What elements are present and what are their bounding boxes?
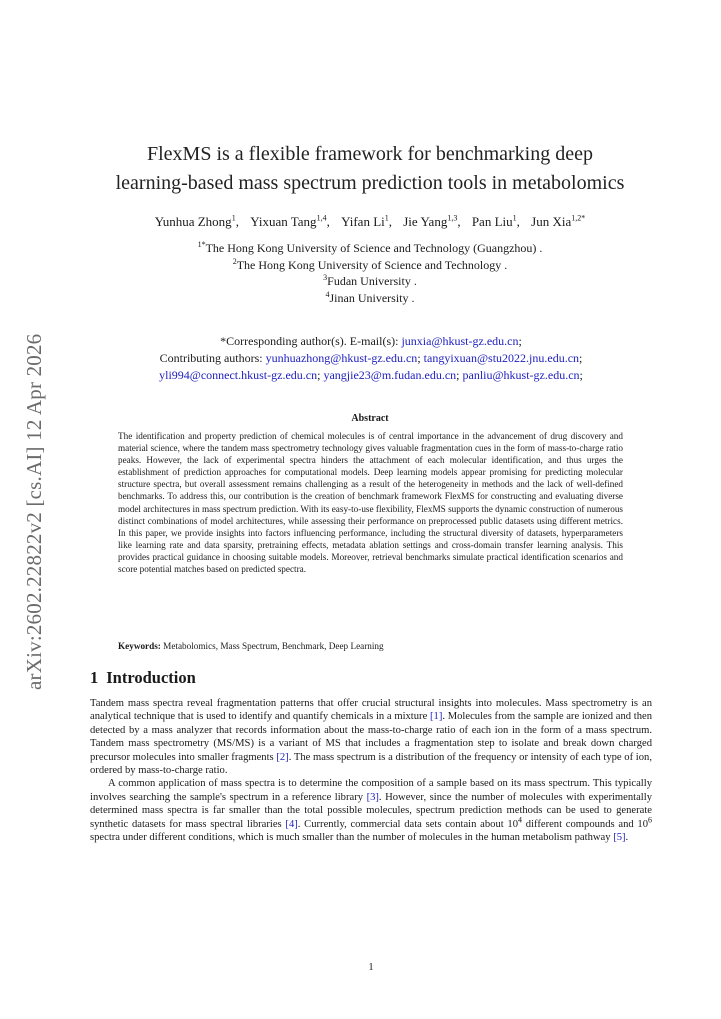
- paper-title: [90, 140, 650, 198]
- paragraph: [90, 777, 652, 844]
- text-run: . Molecules from the sample are ionized and then detected by a mass analyzer that records information about the mass-to-charge ratio of each ion in the form of a mass spectrum. Tandem mass spectrometry (MS/MS) is a variant of MS that includes a fragmentation step to isolate and break down charged precursor molecules into smaller fragments: [90, 711, 653, 763]
- author: Pan Liu$^1$,: [471, 213, 520, 229]
- author: Yifan Li$^1$,: [341, 213, 392, 229]
- email-link[interactable]: panliu@hkust-gz.edu.cn: [462, 368, 580, 382]
- affiliation: [90, 273, 650, 290]
- exponent: 4: [518, 815, 523, 825]
- corresponding-line: *Corresponding author(s). E-mail(s): junxia@hkust-gz.edu.cn;: [220, 334, 522, 348]
- text-run: .: [625, 832, 629, 844]
- keywords-label: Keywords:: [118, 641, 161, 651]
- affiliation-sup: 3: [323, 273, 328, 282]
- citation-link[interactable]: [5]: [613, 832, 626, 844]
- section-number: 1: [90, 668, 99, 687]
- author: Yixuan Tang$^{1,4}$,: [250, 213, 330, 229]
- citation-link[interactable]: [4]: [285, 818, 298, 830]
- author-name: Yifan Li: [341, 214, 385, 229]
- affiliation: [90, 240, 650, 257]
- email-link[interactable]: yangjie23@m.fudan.edu.cn: [323, 368, 457, 382]
- author-affil-sup: 1: [384, 213, 389, 223]
- author-name: Jun Xia: [531, 214, 572, 229]
- section-title: Introduction: [106, 668, 196, 687]
- contact-block: [90, 333, 652, 384]
- email-link[interactable]: yunhuazhong@hkust-gz.edu.cn: [265, 351, 418, 365]
- affiliation-text: Jinan University .: [329, 290, 415, 305]
- text-run: . The mass spectrum is a distribution of the frequency or intensity of each type of ion, ordered by mass-to-charge ratio.: [90, 751, 652, 777]
- contributing-line: Contributing authors: yunhuazhong@hkust-gz.edu.cn; tangyixuan@stu2022.jnu.edu.cn;: [159, 351, 583, 365]
- email-link[interactable]: tangyixuan@stu2022.jnu.edu.cn: [423, 351, 580, 365]
- introduction-body: [90, 697, 652, 844]
- page-number: 1: [368, 962, 374, 973]
- text-run: A common application of mass spectra is to determine the composition of a sample based on its mass spectrum. This typically involves searching the sample's spectrum in a reference library: [90, 778, 652, 803]
- email-link[interactable]: yli994@connect.hkust-gz.edu.cn: [159, 368, 318, 382]
- section-heading: [90, 668, 196, 688]
- author-name: Yixuan Tang: [250, 214, 317, 229]
- corresponding-email-link[interactable]: junxia@hkust-gz.edu.cn: [401, 334, 519, 348]
- affiliation-text: The Hong Kong University of Science and Technology (Guangzhou) .: [205, 241, 543, 255]
- affiliation: [90, 290, 650, 307]
- paragraph: [90, 697, 652, 777]
- title-line-2: learning-based mass spectrum prediction tools in metabolomics: [115, 172, 625, 194]
- author-list: [90, 214, 650, 230]
- arxiv-stamp: arXiv:2602.22822v2 [cs.AI] 12 Apr 2026: [22, 333, 46, 690]
- affiliation-list: [90, 240, 650, 306]
- author-affil-sup: 1,4: [316, 213, 327, 223]
- author-name: Pan Liu: [471, 214, 513, 229]
- author-affil-sup: 1,3: [447, 213, 458, 223]
- author: [531, 214, 585, 229]
- text-run: . However, since the number of molecules with experimentally determined mass spectra is far smaller than the total possible molecules, spectrum prediction methods can be used to generate synthetic datasets for mass spectral libraries: [90, 791, 652, 830]
- affiliation-text: The Hong Kong University of Science and Technology .: [236, 257, 508, 272]
- abstract-heading: Abstract: [351, 413, 389, 424]
- affiliation-sup: 2: [232, 256, 237, 266]
- citation-link[interactable]: [3]: [366, 791, 379, 803]
- text-run: Tandem mass spectra reveal fragmentation patterns that offer crucial structural insights into molecules. Mass spectrometry is an analytical technique that is used to identify and quantify chemicals in a mixture: [90, 698, 652, 723]
- citation-link[interactable]: [2]: [276, 751, 289, 763]
- author-affil-sup: 1: [231, 213, 236, 223]
- affiliation: [90, 257, 650, 274]
- abstract-text: The identification and property prediction of chemical molecules is of central importance in the advancement of drug discovery and material science, where the tandem mass spectrometry technology gives valuable fragmentation cues in the form of mass-to-charge ratio peaks. However, the lack of experimental spectra hinders the attachment of each molecular identification, and thus urges the establishment of prediction approaches for computational models. Deep learning models appear promising for predicting molecular structure spectra, but overall assessment remains challenging as a result of the heterogeneity in methods and the lack of well-defined benchmarks. To address this, our contribution is the creation of benchmark framework FlexMS for constructing and evaluating diverse model architectures in mass spectrum prediction. With its easy-to-use flexibility, FlexMS supports the dynamic construction of numerous distinct combinations of model architectures, while assessing their performance on preprocessed public datasets using different metrics. In this paper, we provide insights into factors influencing performance, including the structural diversity of datasets, hyperparameters like learning rate and data sparsity, pretraining effects, metadata ablation settings and cross-domain transfer learning analysis. This provides practical guidance in choosing suitable models. Moreover, retrieval benchmarks simulate practical identification scenarios and score potential matches based on predicted spectra.: [118, 431, 623, 575]
- corresponding-label: *Corresponding author(s). E-mail(s):: [220, 334, 402, 348]
- title-line-1: FlexMS is a flexible framework for benchmarking deep: [147, 143, 593, 165]
- contributing-label: Contributing authors:: [159, 351, 266, 365]
- author: Yunhua Zhong$^1$,: [154, 213, 239, 229]
- exponent: 6: [648, 815, 653, 825]
- affiliation-sup: 4: [325, 289, 330, 299]
- author-name: Yunhua Zhong: [154, 214, 232, 229]
- citation-link[interactable]: [1]: [430, 711, 443, 723]
- keywords-text: Metabolomics, Mass Spectrum, Benchmark, Deep Learning: [163, 641, 384, 651]
- contributing-line-2: yli994@connect.hkust-gz.edu.cn; yangjie23@m.fudan.edu.cn; panliu@hkust-gz.edu.cn;: [159, 368, 583, 382]
- keywords: [118, 641, 623, 651]
- affiliation-text: Fudan University .: [327, 274, 417, 288]
- author-affil-sup: 1: [512, 213, 517, 223]
- author-affil-sup: 1,2*: [571, 213, 586, 223]
- text-run: . Currently, commercial data sets contain about 10: [297, 818, 519, 830]
- text-run: different compounds and 10: [522, 818, 649, 830]
- author: Jie Yang$^{1,3}$,: [403, 213, 461, 229]
- text-run: spectra under different conditions, which is much smaller than the number of molecules in the human metabolism pathway: [90, 832, 614, 844]
- affiliation-sup: 1*: [197, 240, 206, 249]
- author-name: Jie Yang: [403, 214, 448, 229]
